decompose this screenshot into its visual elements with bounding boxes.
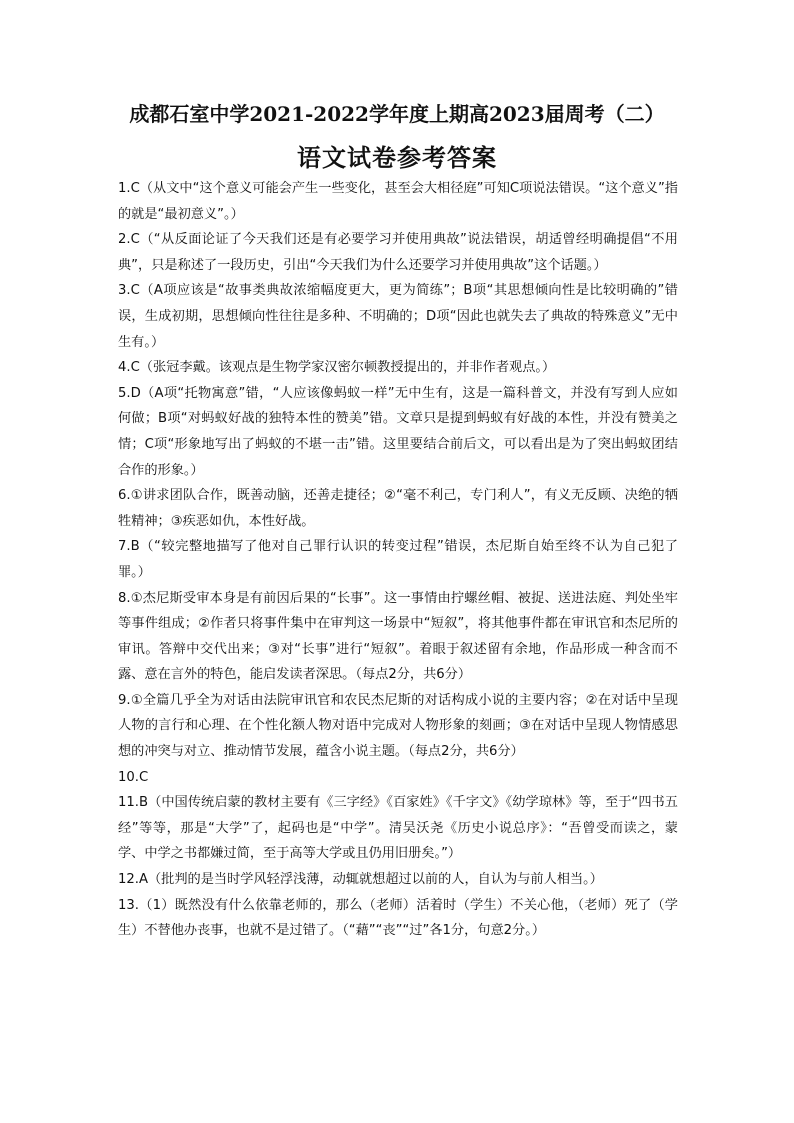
exam-title: 成都石室中学2021-2022学年度上期高2023届周考（二） — [129, 102, 665, 126]
answer-item-13: 13.（1）既然没有什么依靠老师的，那么（老师）活着时（学生）不关心他，（老师）死了（学生）不替他办丧事，也就不是过错了。（“藉”“丧”“过”各1分，句意2分。） — [118, 897, 678, 939]
answer-item-2: 2.C（“从反面论证了今天我们还是有必要学习并使用典故”说法错误，胡适曾经明确提倡“不用典”，只是称述了一段历史，引出“今天我们为什么还要学习并使用典故”这个话题。） — [118, 232, 678, 273]
answer-item-6: 6.①讲求团队合作，既善动脑，还善走捷径；②“毫不利己，专门利人”，有义无反顾、决绝的牺牲精神；③疾恶如仇，本性好战。 — [118, 488, 678, 529]
answer-list — [118, 176, 678, 944]
answer-item-8: 8.①杰尼斯受审本身是有前因后果的“长事”。这一事情由拧螺丝帽、被捉、送进法庭、判处坐牢等事件组成；②作者只将事件集中在审判这一场景中“短叙”，将其他事件都在审讯官和杰尼所的审讯。答辩中交代出来；③对“长事”进行“短叙”。着眼于叙述留有余地，作品形成一种含而不露、意在言外的特色，能启发读者深思。（每点2分，共6分） — [118, 590, 678, 683]
answer-item-1: 1.C（从文中“这个意义可能会产生一些变化，甚至会大相径庭”可知C项说法错误。“这个意义”指的就是“最初意义”。） — [118, 181, 678, 222]
answer-item-4: 4.C（张冠李戴。该观点是生物学家汉密尔顿教授提出的，并非作者观点。） — [118, 360, 556, 376]
answer-item-11: 11.B（中国传统启蒙的教材主要有《三字经》《百家姓》《千字文》《幼学琼林》等，至于“四书五经”等等，那是“大学”了，起码也是“中学”。清吴沃尧《历史小说总序》：“吾曾受而读之，蒙学、中学之书都嫌过简，至于高等大学或且仍用旧册矣。”） — [118, 795, 678, 862]
answer-item-10: 10.C — [118, 769, 149, 785]
answer-item-7: 7.B（“较完整地描写了他对自己罪行认识的转变过程”错误，杰尼斯自始至终不认为自己犯了罪。） — [118, 539, 678, 580]
answer-item-3: 3.C（A项应该是“故事类典故浓缩幅度更大，更为简练”；B项“其思想倾向性是比较明确的”错误，生成初期，思想倾向性往往是多种、不明确的；D项“因此也就失去了典故的特殊意义”无中生有。） — [118, 283, 678, 350]
answer-item-12: 12.A（批判的是当时学风轻浮浅薄，动辄就想超过以前的人，自认为与前人相当。） — [118, 872, 603, 888]
answer-item-9: 9.①全篇几乎全为对话由法院审讯官和农民杰尼斯的对话构成小说的主要内容；②在对话中呈现人物的言行和心理、在个性化额人物对语中完成对人物形象的刻画；③在对话中呈现人物情感思想的冲突与对立、推动情节发展，蕴含小说主题。（每点2分，共6分） — [118, 692, 678, 760]
answer-item-5: 5.D（A项“托物寓意”错，“人应该像蚂蚁一样”无中生有，这是一篇科普文，并没有写到人应如何做；B项“对蚂蚁好战的独特本性的赞美”错。文章只是提到蚂蚁有好战的本性，并没有赞美之情；C项“形象地写出了蚂蚁的不堪一击”错。这里要结合前后文，可以看出是为了突出蚂蚁团结合作的形象。） — [118, 385, 678, 478]
answer-key-title: 语文试卷参考答案 — [297, 143, 497, 172]
